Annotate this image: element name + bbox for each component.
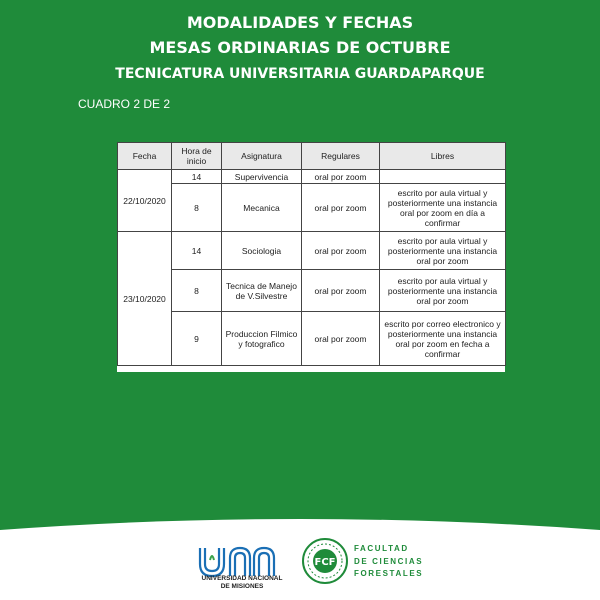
fcf-name [354,543,423,581]
asignatura-cell: Mecanica [222,184,302,232]
title-line-3: TECNICATURA UNIVERSITARIA GUARDAPARQUE [115,66,485,82]
fcf-name-line-1: FACULTAD [354,544,409,553]
asignatura-cell: Sociologia [222,232,302,270]
unam-name-line-2: DE MISIONES [220,582,264,590]
hora-cell: 14 [172,170,222,184]
hora-cell: 9 [172,312,222,366]
title-line-1: MODALIDADES Y FECHAS [186,13,414,32]
regulares-cell: oral por zoom [302,170,380,184]
libres-cell: escrito por aula virtual y posteriormente una instancia oral por zoom [380,270,506,312]
libres-cell: escrito por aula virtual y posteriormente una instancia oral por zoom en día a confirmar [380,184,506,232]
header-fecha: Fecha [118,143,172,170]
header-hora: Hora de inicio [172,143,222,170]
asignatura-cell: Supervivencia [222,170,302,184]
header-asignatura: Asignatura [222,143,302,170]
table-row [118,232,506,270]
white-curve-divider [0,500,600,560]
header-regulares: Regulares [302,143,380,170]
cuadro-label: CUADRO 2 DE 2 [78,97,171,111]
regulares-cell: oral por zoom [302,312,380,366]
hora-cell: 14 [172,232,222,270]
table-row [118,270,506,312]
schedule-table-container [117,142,505,372]
hora-cell: 8 [172,270,222,312]
table-header-row [118,143,506,170]
libres-cell: escrito por aula virtual y posteriormente una instancia oral por zoom [380,232,506,270]
date-cell: 23/10/2020 [118,232,172,366]
fcf-name-line-3: FORESTALES [354,569,424,578]
schedule-table [117,142,506,366]
asignatura-cell: Tecnica de Manejo de V.Silvestre [222,270,302,312]
libres-cell [380,170,506,184]
unam-name-line-1: UNIVERSIDAD NACIONAL [201,575,283,582]
fcf-name-line-2: DE CIENCIAS [354,556,424,566]
title-line-2: MESAS ORDINARIAS DE OCTUBRE [149,38,451,57]
svg-text:FCF: FCF [314,557,336,568]
hora-cell: 8 [172,184,222,232]
regulares-cell: oral por zoom [302,270,380,312]
libres-cell: escrito por correo electronico y posteriormente una instancia oral por zoom en fecha a confirmar [380,312,506,366]
header-libres: Libres [380,143,506,170]
regulares-cell: oral por zoom [302,184,380,232]
table-row [118,170,506,184]
date-cell: 22/10/2020 [118,170,172,232]
regulares-cell: oral por zoom [302,232,380,270]
unam-name [192,575,292,590]
fcf-logo-icon [302,538,348,584]
table-row [118,312,506,366]
table-row [118,184,506,232]
asignatura-cell: Produccion Filmico y fotografico [222,312,302,366]
